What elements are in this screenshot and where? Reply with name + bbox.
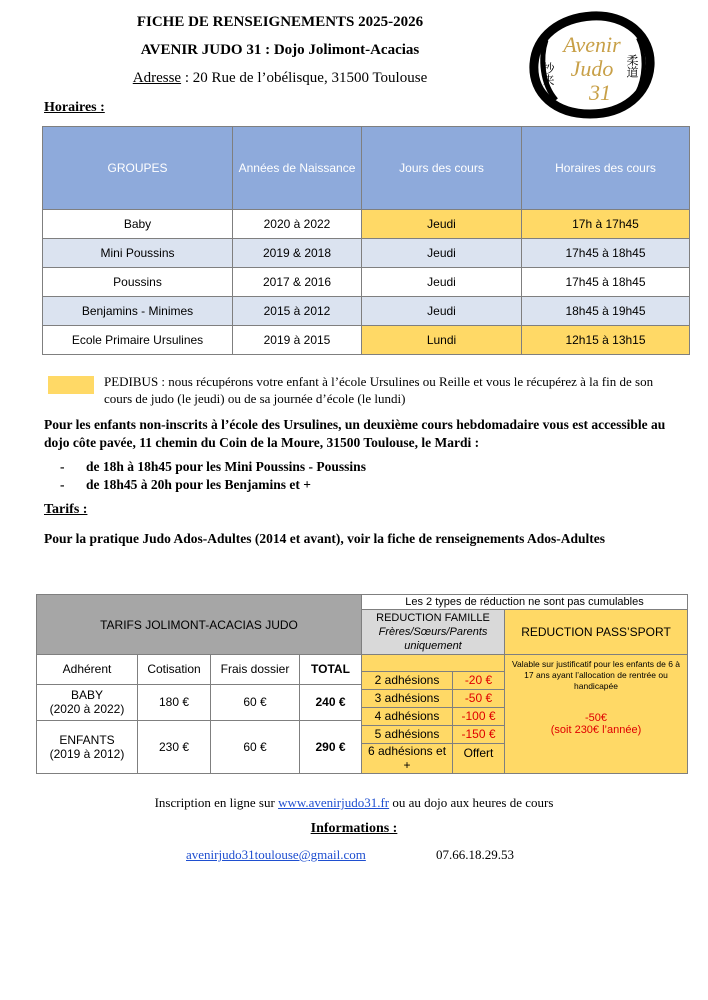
row-jour: Jeudi [362,210,522,239]
row-annees: 2019 & 2018 [233,239,362,268]
row-groupe: Baby [43,210,233,239]
col-adherent: Adhérent [37,655,138,685]
passsport-details: Valable sur justificatif pour les enfants de 6 à 17 ans ayant l’allocation de rentrée ou handicapée -50€ (soit 230€ l’année) [505,655,688,774]
cotisation-cell: 180 € [138,684,211,720]
row-jour: Jeudi [362,268,522,297]
logo-kanji-left: 抄来 [541,62,555,86]
schedule-row [43,326,690,355]
phone-number: 07.66.18.29.53 [436,847,514,862]
schedule-row [43,297,690,326]
famille-value: -100 € [453,707,505,725]
pedibus-note: PEDIBUS : nous récupérons votre enfant à l’école Ursulines ou Reille et vous le récupérez à la fin de son cours de judo (le jeudi) ou de sa journée d’école (le lundi) [104,374,654,406]
ados-adultes-note: Pour la pratique Judo Ados-Adultes (2014 et avant), voir la fiche de renseignements Ados-Adultes [44,531,606,546]
website-link[interactable]: www.avenirjudo31.fr [278,795,390,810]
famille-value: -150 € [453,725,505,743]
schedule-row [43,239,690,268]
schedule-row [43,210,690,239]
row-horaire: 17h à 17h45 [522,210,690,239]
tarifs-table [36,594,688,774]
row-horaire: 12h15 à 13h15 [522,326,690,355]
frais-cell: 60 € [211,684,300,720]
total-cell: 290 € [300,720,362,773]
horaires-heading: Horaires : [44,100,105,115]
row-annees: 2019 à 2015 [233,326,362,355]
club-subtitle: AVENIR JUDO 31 : Dojo Jolimont-Acacias [140,42,420,58]
total-cell: 240 € [300,684,362,720]
row-annees: 2015 à 2012 [233,297,362,326]
row-groupe: Ecole Primaire Ursulines [43,326,233,355]
pedibus-color-swatch [48,376,94,394]
email-link[interactable]: avenirjudo31toulouse@gmail.com [186,847,366,862]
informations-heading: Informations : [310,821,398,836]
row-groupe: Mini Poussins [43,239,233,268]
second-course-list [60,458,366,494]
row-annees: 2020 à 2022 [233,210,362,239]
row-groupe: Benjamins - Minimes [43,297,233,326]
col-cotisation: Cotisation [138,655,211,685]
tarifs-title: TARIFS JOLIMONT-ACACIAS JUDO [37,595,362,655]
schedule-table [42,126,690,355]
famille-label: 4 adhésions [362,707,453,725]
address-line [40,70,520,87]
address-label: Adresse [132,70,182,86]
schedule-row [43,268,690,297]
row-horaire: 17h45 à 18h45 [522,268,690,297]
reduction-passsport-header: REDUCTION PASS’SPORT [505,610,688,655]
cotisation-cell: 230 € [138,720,211,773]
row-horaire: 18h45 à 19h45 [522,297,690,326]
document-title: FICHE DE RENSEIGNEMENTS 2025-2026 [136,14,424,30]
logo-text-avenir: Avenir [563,32,621,57]
famille-discounts [362,655,505,774]
reduction-note: Les 2 types de réduction ne sont pas cumulables [362,595,688,610]
famille-value: -20 € [453,671,505,689]
col-frais: Frais dossier [211,655,300,685]
list-item: - de 18h45 à 20h pour les Benjamins et + [60,477,311,492]
tarifs-heading: Tarifs : [44,502,88,517]
logo-text-31: 31 [589,80,611,105]
row-jour: Jeudi [362,297,522,326]
inscription-line: Inscription en ligne sur www.avenirjudo31.fr ou au dojo aux heures de cours [154,795,554,810]
frais-cell: 60 € [211,720,300,773]
row-annees: 2017 & 2016 [233,268,362,297]
row-jour: Lundi [362,326,522,355]
famille-label: 2 adhésions [362,671,453,689]
header-groupes: GROUPES [43,127,233,210]
row-jour: Jeudi [362,239,522,268]
famille-label: 5 adhésions [362,725,453,743]
logo-text-judo: Judo [570,56,614,81]
famille-label: 6 adhésions et + [362,743,453,773]
row-horaire: 17h45 à 18h45 [522,239,690,268]
logo-kanji-right: 柔道 [625,54,639,78]
famille-value: -50 € [453,689,505,707]
schedule-header-row [43,127,690,210]
adherent-cell: ENFANTS (2019 à 2012) [37,720,138,773]
row-groupe: Poussins [43,268,233,297]
list-item: - de 18h à 18h45 pour les Mini Poussins - Poussins [60,459,366,474]
adherent-cell: BABY (2020 à 2022) [37,684,138,720]
avenir-judo-logo [526,10,658,120]
famille-label: 3 adhésions [362,689,453,707]
header-annees: Années de Naissance [233,127,362,210]
header-horaires: Horaires des cours [522,127,690,210]
address-value: : 20 Rue de l’obélisque, 31500 Toulouse [181,70,428,86]
second-course-note: Pour les enfants non-inscrits à l’école des Ursulines, un deuxième cours hebdomadaire vous est accessible au dojo côte pavée, 11 chemin du Coin de la Moure, 31500 Toulouse, le Mardi : [44,417,666,450]
col-total: TOTAL [300,655,362,685]
famille-value: Offert [453,743,505,773]
reduction-famille-header: REDUCTION FAMILLE Frères/Sœurs/Parents uniquement [362,610,505,655]
header-jours: Jours des cours [362,127,522,210]
